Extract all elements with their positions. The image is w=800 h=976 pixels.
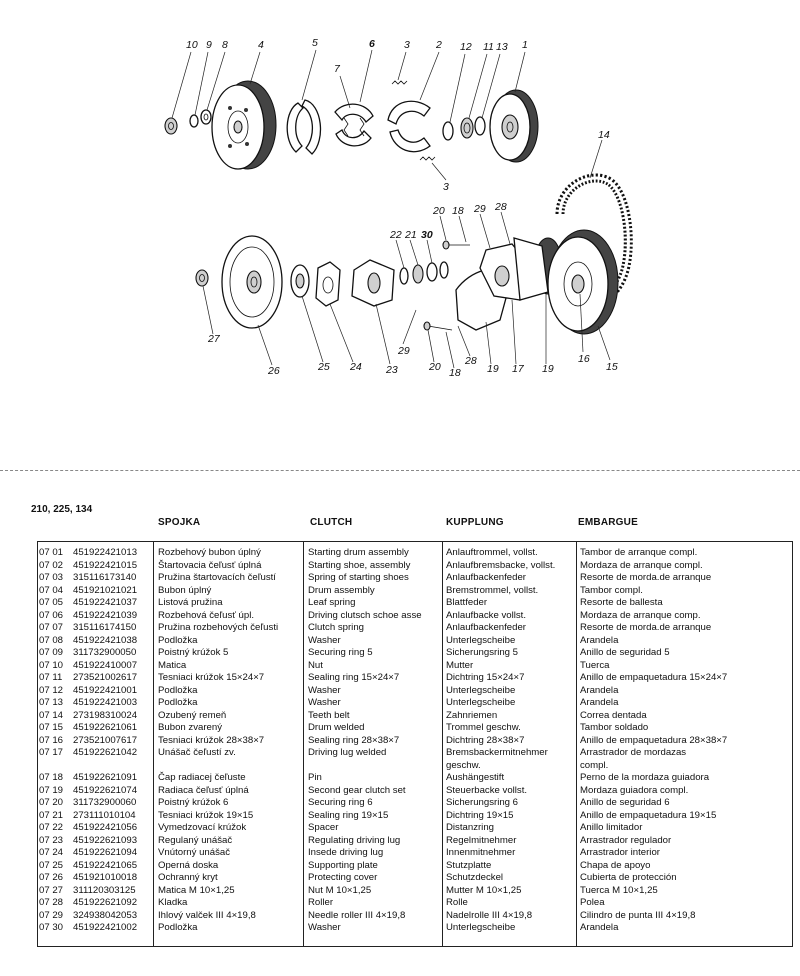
part-number: 273198310024 [73,709,138,721]
description-en: Nut [308,659,323,671]
callout-11: 11 [483,41,494,53]
driving-shoe-part [335,104,373,146]
part-number: 315116174150 [73,622,137,633]
description-de: Rolle [446,897,468,908]
callout-20-bottom: 20 [429,361,441,373]
description-es: Tambor soldado [580,722,649,733]
description-de: Mutter M 10×1,25 [446,884,522,896]
column-header-kupplung: KUPPLUNG [446,517,504,528]
column-header-spojka: SPOJKA [158,517,201,528]
callout-30: 30 [421,229,433,241]
description-es: Arandela [580,634,619,646]
description-de: Unterlegscheibe [446,922,516,933]
callout-12: 12 [460,41,472,53]
description-en: Washer [308,684,341,696]
description-en: Washer [308,922,341,933]
drum-welded-part [548,230,618,334]
description-de: Zahnriemen [446,709,498,721]
starting-shoe-part [388,101,430,151]
callout-2: 2 [436,39,442,51]
description-es: Tambor compl. [580,584,643,596]
drum-assembly-part [212,81,276,169]
inside-driving-lug-part [316,262,340,306]
description-es: Anillo de seguridad 6 [580,797,670,808]
part-number: 451922621093 [73,834,138,846]
description-sk: Ozubený remeň [158,709,227,721]
description-es: Mordaza de arranque compl. [580,559,703,571]
callout-1: 1 [522,39,528,51]
row-code: 07 11 [39,672,63,683]
description-de: Anlauftrommel, vollst. [446,547,538,558]
row-code: 07 04 [39,584,64,596]
description-es: Chapa de apoyo [580,859,651,871]
description-sk: Matica M 10×1,25 [158,884,235,896]
description-de: Unterlegscheibe [446,684,516,696]
description-en: Drum welded [308,722,365,733]
description-de: Bremstrommel, vollst. [446,584,539,596]
row-code: 07 17 [39,747,64,758]
washer-ring-part [443,122,453,140]
description-es: Anillo de empaquetadura 15×24×7 [580,672,728,683]
description-es: Anillo limitador [580,822,643,833]
row-code: 07 23 [39,834,64,846]
description-de: Aushängestift [446,772,505,783]
securing-ring-part [190,115,198,127]
description-es: Correa dentada [580,709,647,721]
part-number: 451922421037 [73,597,138,608]
part-number: 451922621094 [73,847,138,858]
description-es: Resorte de morda.de arranque [580,622,712,633]
washer-small-part [475,117,485,135]
row-code: 07 30 [39,922,64,933]
description-de: Anlaufbackenfeder [446,622,527,633]
description-en: Leaf spring [308,597,356,608]
description-de: Distanzring [446,822,494,833]
row-code: 07 09 [39,647,64,658]
description-en: Pin [308,772,322,783]
callout-3-top: 3 [404,39,410,51]
callout-19-left: 19 [487,363,499,375]
callout-15: 15 [606,361,618,373]
callout-14: 14 [598,129,610,141]
description-sk: Rozbehový bubon úplný [158,547,261,558]
description-es: Tuerca M 10×1,25 [580,884,658,896]
description-en: Second gear clutch set [308,784,406,796]
description-sk: Regulaný unášač [158,834,233,846]
callout-18-bottom: 18 [449,367,461,379]
part-number: 451922421039 [73,609,138,621]
row-code: 07 10 [39,659,64,671]
callout-7: 7 [334,63,340,75]
description-sk: Radiaca čeľusť úplná [158,784,249,796]
leaf-spring-part [287,100,320,154]
description-sk: Listová pružina [158,597,223,608]
description-es: Mordaza guiadora compl. [580,784,689,796]
callout-3-bottom: 3 [443,181,449,193]
description-sk: Matica [158,659,187,671]
description-es: Tambor de arranque compl. [580,547,698,558]
description-en: Roller [308,897,334,908]
description-en: Starting shoe, assembly [308,559,411,571]
description-en: Spacer [308,822,339,833]
row-code: 07 16 [39,734,64,746]
description-es: Tuerca [580,659,610,671]
callout-22: 22 [390,229,402,241]
row-code: 07 12 [39,684,64,696]
parts-table [37,541,793,947]
callout-5: 5 [312,37,318,49]
spacer-rings-part [400,262,448,284]
column-header-clutch: CLUTCH [310,517,353,528]
part-number: 273521002617 [73,672,138,683]
part-number: 451922421003 [73,697,138,708]
row-code: 07 22 [39,822,64,833]
description-en: Driving clutsch schoe asse [308,609,422,621]
description-es: Mordaza de arranque comp. [580,609,701,621]
part-number: 451922421002 [73,922,138,933]
callout-29-bottom: 29 [398,345,410,357]
callout-29-top: 29 [474,203,486,215]
table-border-left [37,542,38,946]
callout-19-right: 19 [542,363,554,375]
callout-20-top: 20 [433,205,445,217]
row-code: 07 28 [39,897,64,908]
part-number: 311732900060 [73,797,137,808]
description-en: Protecting cover [308,872,378,883]
description-de: Bremsbackermitnehmer [446,747,548,758]
row-code: 07 14 [39,709,64,721]
starting-drum-part [490,90,538,162]
description-sk: Tesniaci krúžok 19×15 [158,809,254,821]
description-es: Cilindro de punta III 4×19,8 [580,909,696,921]
section-divider [0,470,800,475]
description-de: Sicherungsring 6 [446,797,518,808]
description-de: Unterlegscheibe [446,697,516,708]
part-number: 451922421056 [73,822,138,833]
description-sk: Operná doska [158,859,219,871]
callout-28-top: 28 [495,201,507,213]
description-de: Trommel geschw. [446,722,521,733]
description-sk: Bubon úplný [158,584,212,596]
part-number: 273111010104 [73,809,136,821]
part-number: 311120303125 [73,884,136,896]
description-sk: Poistný krúžok 6 [158,797,229,808]
description-sk: Pružina rozbehových čeľusti [158,622,279,633]
description-sk: Podložka [158,634,198,646]
part-number: 451922621042 [73,747,138,758]
description-en: Sealing ring 15×24×7 [308,672,400,683]
callout-25: 25 [318,361,330,373]
description-en: Insede driving lug [308,847,384,858]
description-de: Dichtring 28×38×7 [446,734,525,746]
description-sk: Ochranný kryt [158,872,218,883]
description-en: Spring of starting shoes [308,572,409,583]
callout-4: 4 [258,39,264,51]
callout-18-top: 18 [452,205,464,217]
description-en: Washer [308,634,341,646]
description-sk: Štartovacia čeľusť úplná [158,559,262,571]
column-divider [303,542,304,946]
row-code: 07 24 [39,847,64,858]
part-number: 451922410007 [73,659,138,671]
description-en: Washer [308,697,341,708]
description-sk: Vymedzovací krúžok [158,822,247,833]
description-en: Starting drum assembly [308,547,409,558]
description-de: Anlaufbremsbacke, vollst. [446,559,556,571]
callout-24: 24 [350,361,362,373]
callout-10: 10 [186,39,198,51]
table-border-right [792,542,793,946]
row-code: 07 08 [39,634,64,646]
description-de: Unterlegscheibe [446,634,516,646]
description-sk: Čap radiacej čeľuste [158,772,246,783]
description-sk: Podložka [158,697,198,708]
part-number: 273521007617 [73,734,138,746]
callout-28-bottom: 28 [465,355,477,367]
row-code: 07 26 [39,872,64,883]
description-es: Arandela [580,922,619,933]
description-de: geschw. [446,759,481,771]
description-sk: Podložka [158,684,198,696]
description-de: Dichtring 15×24×7 [446,672,525,683]
callout-21: 21 [405,229,417,241]
description-es: Resorte de morda.de arranque [580,572,712,583]
description-sk: Ihlový valček III 4×19,8 [158,909,256,921]
description-es: Arandela [580,684,619,696]
callout-27: 27 [208,333,220,345]
row-code: 07 27 [39,884,64,896]
part-number: 451922421038 [73,634,138,646]
part-number: 311732900050 [73,647,137,658]
row-code: 07 21 [39,809,64,821]
description-es: Anillo de seguridad 5 [580,647,670,658]
column-divider [153,542,154,946]
part-number: 451922621091 [73,772,138,783]
row-code: 07 03 [39,572,64,583]
row-code: 07 13 [39,697,64,708]
part-number: 451922621061 [73,722,138,733]
description-de: Sicherungsring 5 [446,647,518,658]
description-de: Schutzdeckel [446,872,504,883]
callout-16: 16 [578,353,590,365]
callout-13: 13 [496,41,508,53]
description-es: Perno de la mordaza guiadora [580,772,710,783]
description-es: Arrastrador de mordazas [580,747,687,758]
description-en: Securing ring 5 [308,647,373,658]
row-code: 07 07 [39,622,64,633]
description-de: Dichtring 19×15 [446,809,514,821]
description-de: Regelmitnehmer [446,834,517,846]
row-code: 07 05 [39,597,64,608]
column-header-embargue: EMBARGUE [578,517,638,528]
description-de: Mutter [446,659,474,671]
column-divider [442,542,443,946]
row-code: 07 20 [39,797,64,808]
description-es: Cubierta de protección [580,872,677,883]
sealing-ring-part [461,118,473,138]
description-es: Arrastrador interior [580,847,660,858]
description-en: Driving lug welded [308,747,387,758]
part-number: 451922621074 [73,784,138,796]
row-code: 07 15 [39,722,64,733]
description-es: Resorte de ballesta [580,597,663,608]
description-de: Anlaufbackenfeder [446,572,527,583]
supporting-plate-part [291,265,309,297]
part-number: 451922421001 [73,684,138,696]
row-code: 07 01 [39,547,64,558]
description-sk: Podložka [158,922,198,933]
callout-8: 8 [222,39,228,51]
description-sk: Pružina štartovacích čeľustí [158,572,276,583]
nut-m10-part [196,270,208,286]
description-en: Needle roller III 4×19,8 [308,909,406,921]
description-sk: Rozbehová čeľusť úpl. [158,609,254,621]
part-number: 451922621092 [73,897,138,908]
description-sk: Vnútorný unášač [158,847,230,858]
description-en: Clutch spring [308,622,364,633]
description-es: Arandela [580,697,619,708]
description-sk: Poistný krúžok 5 [158,647,229,658]
part-number: 451921010018 [73,872,138,883]
description-sk: Tesniaci krúžok 15×24×7 [158,672,265,683]
description-en: Drum assembly [308,584,375,596]
model-numbers: 210, 225, 134 [31,504,93,515]
description-es: Anillo de empaquetadura 19×15 [580,809,717,821]
description-de: Stutzplatte [446,859,492,871]
callout-9: 9 [206,39,212,51]
description-de: Nadelrolle III 4×19,8 [446,909,533,921]
description-sk: Kladka [158,897,188,908]
description-de: Blattfeder [446,597,488,608]
nut-part [165,118,177,134]
description-sk: Tesniaci krúžok 28×38×7 [158,734,265,746]
callout-23: 23 [386,364,398,376]
exploded-clutch-diagram [0,0,800,440]
part-number: 451922421065 [73,859,138,871]
row-code: 07 25 [39,859,64,871]
description-es: compl. [580,759,609,771]
description-es: Anillo de empaquetadura 28×38×7 [580,734,728,746]
row-code: 07 29 [39,909,64,921]
callout-17: 17 [512,363,524,375]
description-de: Steuerbacke vollst. [446,784,528,796]
part-number: 315116173140 [73,572,137,583]
description-de: Innenmitnehmer [446,847,516,858]
description-en: Regulating driving lug [308,834,401,846]
description-en: Supporting plate [308,859,378,871]
description-en: Securing ring 6 [308,797,373,808]
row-code: 07 06 [39,609,64,621]
description-en: Sealing ring 19×15 [308,809,389,821]
description-sk: Bubon zvarený [158,722,222,733]
washer-part [201,110,211,124]
protecting-cover-part [222,236,282,328]
regulating-driving-lug-part [352,260,394,306]
row-code: 07 18 [39,772,64,783]
row-code: 07 19 [39,784,64,796]
part-number: 451922421015 [73,559,138,571]
description-en: Teeth belt [308,709,350,721]
part-number: 451922421013 [73,547,138,558]
column-divider [576,542,577,946]
description-en: Sealing ring 28×38×7 [308,734,400,746]
callout-26: 26 [268,365,280,377]
row-code: 07 02 [39,559,64,571]
description-es: Arrastrador regulador [580,834,672,846]
description-sk: Unášač čeľustí zv. [158,747,236,758]
callout-6: 6 [369,38,375,50]
description-en: Nut M 10×1,25 [308,884,372,896]
description-de: Anlaufbacke vollst. [446,609,526,621]
part-number: 451921021021 [73,584,138,596]
part-number: 324938042053 [73,909,138,921]
description-es: Polea [580,897,605,908]
